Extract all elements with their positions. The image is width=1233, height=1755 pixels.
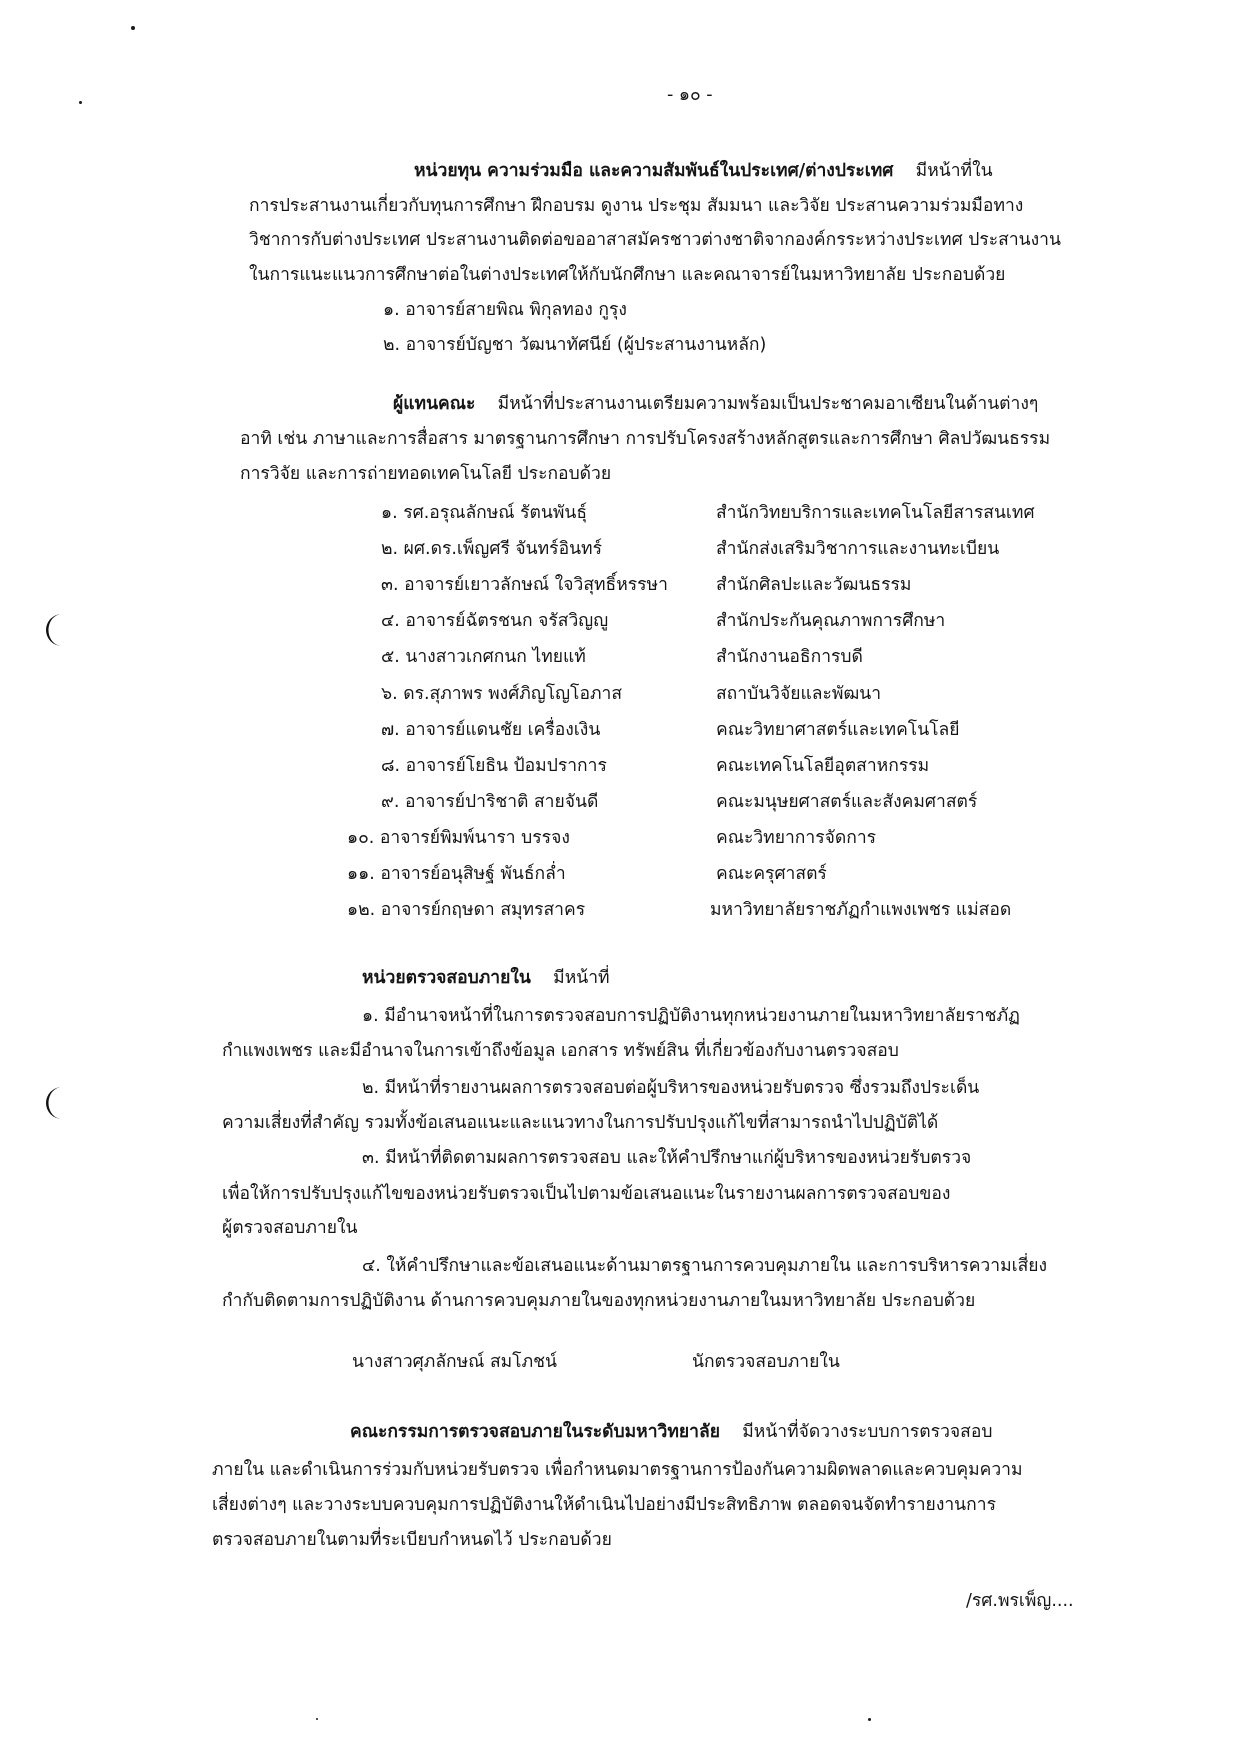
paragraph-line: ๒. มีหน้าที่รายงานผลการตรวจสอบต่อผู้บริหารของหน่วยรับตรวจ ซึ่งรวมถึงประเด็น (362, 1078, 980, 1098)
representative-department: คณะมนุษยศาสตร์และสังคมศาสตร์ (716, 792, 978, 812)
punch-hole-icon (40, 1085, 70, 1121)
continuation-marker: /รศ.พรเพ็ญ.... (966, 1591, 1074, 1611)
paragraph-line: ๓. มีหน้าที่ติดตามผลการตรวจสอบ และให้คำปรึกษาแก่ผู้บริหารของหน่วยรับตรวจ (362, 1148, 972, 1168)
representative-row (0, 722, 1233, 750)
scan-speck (131, 26, 135, 30)
representative-department: สำนักงานอธิการบดี (716, 647, 863, 667)
representative-department: คณะครุศาสตร์ (716, 864, 827, 884)
representative-department: คณะวิทยาการจัดการ (716, 828, 877, 848)
paragraph-line: วิชาการกับต่างประเทศ ประสานงานติดต่อขออาสาสมัครชาวต่างชาติจากองค์กรระหว่างประเทศ ประสานงาน (249, 230, 1061, 250)
member-item: ๑. อาจารย์สายพิณ พิกุลทอง กูรุง (383, 300, 627, 320)
representative-name: ๗. อาจารย์แดนชัย เครื่องเงิน (381, 720, 601, 740)
representative-department: สำนักส่งเสริมวิชาการและงานทะเบียน (716, 539, 1000, 559)
paragraph-line: กำกับติดตามการปฏิบัติงาน ด้านการควบคุมภายในของทุกหน่วยงานภายในมหาวิทยาลัย ประกอบด้วย (222, 1291, 976, 1311)
section-representatives-lead: มีหน้าที่ประสานงานเตรียมความพร้อมเป็นประชาคมอาเซียนในด้านต่างๆ (497, 394, 1039, 414)
representative-name: ๑๑. อาจารย์อนุสิษฐ์ พันธ์กล่ำ (347, 864, 566, 884)
paragraph-line: การวิจัย และการถ่ายทอดเทคโนโลยี ประกอบด้วย (240, 464, 612, 484)
scan-speck (868, 1718, 871, 1721)
representative-department: สำนักวิทยบริการและเทคโนโลยีสารสนเทศ (716, 503, 1035, 523)
representative-name: ๕. นางสาวเกศกนก ไทยแท้ (381, 647, 586, 667)
paragraph-line: ๑. มีอำนาจหน้าที่ในการตรวจสอบการปฏิบัติงานทุกหน่วยงานภายในมหาวิทยาลัยราชภัฏ (362, 1006, 1020, 1026)
section-committee-intro (350, 1424, 992, 1442)
representative-row (0, 686, 1233, 714)
representative-name: ๘. อาจารย์โยธิน ป้อมปราการ (381, 756, 607, 776)
representative-department: สำนักศิลปะและวัฒนธรรม (716, 575, 912, 595)
representative-row (0, 902, 1233, 930)
paragraph-line: อาทิ เช่น ภาษาและการสื่อสาร มาตรฐานการศึกษา การปรับโครงสร้างหลักสูตรและการศึกษา ศิลปวัฒนธรรม (240, 429, 1051, 449)
audit-member-name: นางสาวศุภลักษณ์ สมโภชน์ (352, 1352, 557, 1372)
representative-row (0, 613, 1233, 641)
section-audit-heading: หน่วยตรวจสอบภายใน (362, 968, 531, 988)
representative-name: ๒. ผศ.ดร.เพ็ญศรี จันทร์อินทร์ (381, 539, 602, 559)
representative-row (0, 541, 1233, 569)
paragraph-line: ในการแนะแนวการศึกษาต่อในต่างประเทศให้กับนักศึกษา และคณาจารย์ในมหาวิทยาลัย ประกอบด้วย (249, 265, 1006, 285)
paragraph-line: ผู้ตรวจสอบภายใน (222, 1218, 358, 1238)
representative-row (0, 649, 1233, 677)
paragraph-line: กำแพงเพชร และมีอำนาจในการเข้าถึงข้อมูล เอกสาร ทรัพย์สิน ที่เกี่ยวข้องกับงานตรวจสอบ (222, 1041, 899, 1061)
scan-speck (316, 1718, 318, 1720)
paragraph-line: เพื่อให้การปรับปรุงแก้ไขของหน่วยรับตรวจเป็นไปตามข้อเสนอแนะในรายงานผลการตรวจสอบของ (222, 1184, 951, 1204)
member-item: ๒. อาจารย์บัญชา วัฒนาทัศนีย์ (ผู้ประสานงานหลัก) (383, 335, 767, 355)
section-committee-heading: คณะกรรมการตรวจสอบภายในระดับมหาวิทยาลัย (350, 1422, 720, 1442)
representative-row (0, 577, 1233, 605)
section-representatives-intro (393, 396, 1038, 414)
representative-department: มหาวิทยาลัยราชภัฏกำแพงเพชร แม่สอด (710, 900, 1012, 920)
scan-speck (79, 101, 82, 104)
representative-name: ๓. อาจารย์เยาวลักษณ์ ใจวิสุทธิ์หรรษา (381, 575, 668, 595)
representative-row (0, 866, 1233, 894)
audit-member-role: นักตรวจสอบภายใน (692, 1352, 840, 1372)
representative-department: คณะเทคโนโลยีอุตสาหกรรม (716, 756, 930, 776)
section-representatives-heading: ผู้แทนคณะ (393, 394, 476, 414)
paragraph-line: ตรวจสอบภายในตามที่ระเบียบกำหนดไว้ ประกอบด้วย (212, 1530, 612, 1550)
page-number: - ๑๐ - (667, 85, 713, 105)
representative-department: สำนักประกันคุณภาพการศึกษา (716, 611, 946, 631)
paragraph-line: เสี่ยงต่างๆ และวางระบบควบคุมการปฏิบัติงานให้ดำเนินไปอย่างมีประสิทธิภาพ ตลอดจนจัดทำรายงานการ (212, 1495, 996, 1515)
paragraph-line: การประสานงานเกี่ยวกับทุนการศึกษา ฝึกอบรม ดูงาน ประชุม สัมมนา และวิจัย ประสานความร่วมมือทาง (249, 196, 1024, 216)
representative-row (0, 505, 1233, 533)
representative-name: ๑๐. อาจารย์พิมพ์นารา บรรจง (347, 828, 570, 848)
paragraph-line: ความเสี่ยงที่สำคัญ รวมทั้งข้อเสนอแนะและแนวทางในการปรับปรุงแก้ไขที่สามารถนำไปปฏิบัติได้ (222, 1113, 939, 1133)
representative-department: คณะวิทยาศาสตร์และเทคโนโลยี (716, 720, 960, 740)
representative-row (0, 758, 1233, 786)
section-funds-heading: หน่วยทุน ความร่วมมือ และความสัมพันธ์ในประเทศ/ต่างประเทศ (414, 161, 894, 181)
representative-row (0, 830, 1233, 858)
section-funds-lead: มีหน้าที่ใน (915, 161, 993, 181)
representative-name: ๑. รศ.อรุณลักษณ์ รัตนพันธุ์ (381, 503, 588, 523)
representative-name: ๖. ดร.สุภาพร พงศ์ภิญโญโอภาส (381, 684, 623, 704)
section-committee-lead: มีหน้าที่จัดวางระบบการตรวจสอบ (742, 1422, 993, 1442)
representative-name: ๑๒. อาจารย์กฤษดา สมุทรสาคร (347, 900, 586, 920)
paragraph-line: ภายใน และดำเนินการร่วมกับหน่วยรับตรวจ เพื่อกำหนดมาตรฐานการป้องกันความผิดพลาดและควบคุมความ (212, 1460, 1023, 1480)
section-audit-intro (362, 970, 610, 988)
representative-row (0, 794, 1233, 822)
representative-name: ๔. อาจารย์ฉัตรชนก จรัสวิญญู (381, 611, 609, 631)
section-audit-lead: มีหน้าที่ (553, 968, 610, 988)
section-funds-intro (414, 163, 993, 181)
representative-name: ๙. อาจารย์ปาริชาติ สายจันดี (381, 792, 599, 812)
paragraph-line: ๔. ให้คำปรึกษาและข้อเสนอแนะด้านมาตรฐานการควบคุมภายใน และการบริหารความเสี่ยง (362, 1256, 1048, 1276)
representative-department: สถาบันวิจัยและพัฒนา (716, 684, 882, 704)
